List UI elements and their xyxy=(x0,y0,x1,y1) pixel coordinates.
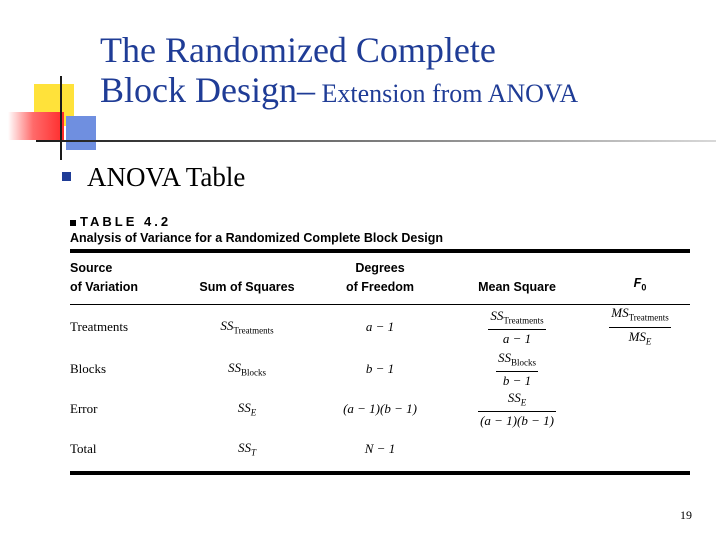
decor-red-bar xyxy=(8,112,64,140)
cell-df: a − 1 xyxy=(365,319,395,335)
f-num-sub: Treatments xyxy=(628,312,669,323)
table-row-blocks xyxy=(70,349,690,389)
slide-title xyxy=(100,30,578,114)
header-f-sub: 0 xyxy=(641,282,647,292)
cell-ms xyxy=(444,389,590,429)
cell-source: Blocks xyxy=(70,361,107,377)
ms-num-sub: Blocks xyxy=(510,357,536,368)
f-numerator xyxy=(609,305,671,328)
ms-num-sub: E xyxy=(520,397,527,408)
cell-f0 xyxy=(590,305,690,349)
header-sum-of-squares: Sum of Squares xyxy=(199,280,295,294)
title-underline xyxy=(36,140,716,142)
cell-ms xyxy=(444,349,590,389)
f-den-sub: E xyxy=(645,336,652,347)
cell-df: b − 1 xyxy=(365,361,395,377)
cell-source: Error xyxy=(70,401,98,417)
table-caption: Analysis of Variance for a Randomized Complete Block Design xyxy=(70,231,444,245)
ss-sub: Blocks xyxy=(240,367,266,378)
bullet-square-icon xyxy=(62,172,71,181)
cell-f0-empty xyxy=(590,429,690,469)
table-label-text: TABLE 4.2 xyxy=(80,214,172,229)
table-row-treatments xyxy=(70,305,690,349)
cell-df: N − 1 xyxy=(364,441,396,457)
title-line-2 xyxy=(100,70,578,114)
f-den-base: MS xyxy=(628,328,646,344)
ms-numerator xyxy=(478,390,556,413)
anova-table-figure xyxy=(70,214,690,475)
table-header-row xyxy=(70,253,690,304)
ms-num-base: SS xyxy=(507,389,521,405)
f-fraction xyxy=(609,305,671,349)
page-number: 19 xyxy=(680,508,692,522)
f-denominator xyxy=(609,328,671,350)
ms-num-base: SS xyxy=(497,349,511,365)
ss-sub: Treatments xyxy=(233,325,274,336)
ms-denominator: b − 1 xyxy=(502,373,532,389)
cell-ss xyxy=(178,349,316,389)
header-degrees-of-freedom xyxy=(316,253,444,304)
header-f0 xyxy=(590,253,690,304)
cell-ss xyxy=(178,305,316,349)
ms-fraction xyxy=(496,350,538,389)
decor-blue-square xyxy=(66,116,96,150)
cell-ms-empty xyxy=(444,429,590,469)
bullet-item xyxy=(62,162,245,193)
header-source xyxy=(70,253,178,304)
ms-denominator: a − 1 xyxy=(502,331,532,347)
cell-f0-empty xyxy=(590,389,690,429)
bullet-text: ANOVA Table xyxy=(87,162,246,192)
ms-numerator xyxy=(496,350,538,373)
ss-base: SS xyxy=(227,360,241,376)
header-source-line-1: Source xyxy=(70,261,113,275)
cell-source: Total xyxy=(70,441,97,457)
ss-sub: E xyxy=(250,407,257,418)
cell-ss xyxy=(178,389,316,429)
ms-fraction xyxy=(478,390,556,429)
table-bottom-rule xyxy=(70,471,690,475)
ss-base: SS xyxy=(237,400,251,416)
table-row-total xyxy=(70,429,690,469)
ms-fraction xyxy=(488,308,545,347)
anova-table xyxy=(70,253,690,304)
decor-vertical-line xyxy=(60,76,62,160)
ms-numerator xyxy=(488,308,545,331)
header-df-line-2: of Freedom xyxy=(345,280,415,294)
table-row-error xyxy=(70,389,690,429)
table-label-square-icon xyxy=(70,220,76,226)
cell-ms xyxy=(444,305,590,349)
cell-f0-empty xyxy=(590,349,690,389)
header-mean-square: Mean Square xyxy=(478,280,556,294)
title-line-1: The Randomized Complete xyxy=(100,30,496,70)
ss-base: SS xyxy=(237,440,251,456)
header-f-base: F xyxy=(633,275,642,290)
ss-base: SS xyxy=(220,318,234,334)
title-main-text: Block Design– xyxy=(100,70,315,110)
f-num-base: MS xyxy=(611,305,629,320)
header-df-line-1: Degrees xyxy=(355,261,405,275)
cell-df: (a − 1)(b − 1) xyxy=(343,401,417,417)
cell-ss xyxy=(178,429,316,469)
ms-num-sub: Treatments xyxy=(503,315,544,326)
table-label xyxy=(70,214,690,229)
cell-source: Treatments xyxy=(70,319,129,335)
anova-table-body xyxy=(70,305,690,469)
title-subtitle: Extension from ANOVA xyxy=(314,79,579,108)
ss-sub: T xyxy=(250,447,256,458)
ms-denominator: (a − 1)(b − 1) xyxy=(480,413,554,429)
ms-num-base: SS xyxy=(490,307,504,323)
header-source-line-2: of Variation xyxy=(70,280,139,294)
